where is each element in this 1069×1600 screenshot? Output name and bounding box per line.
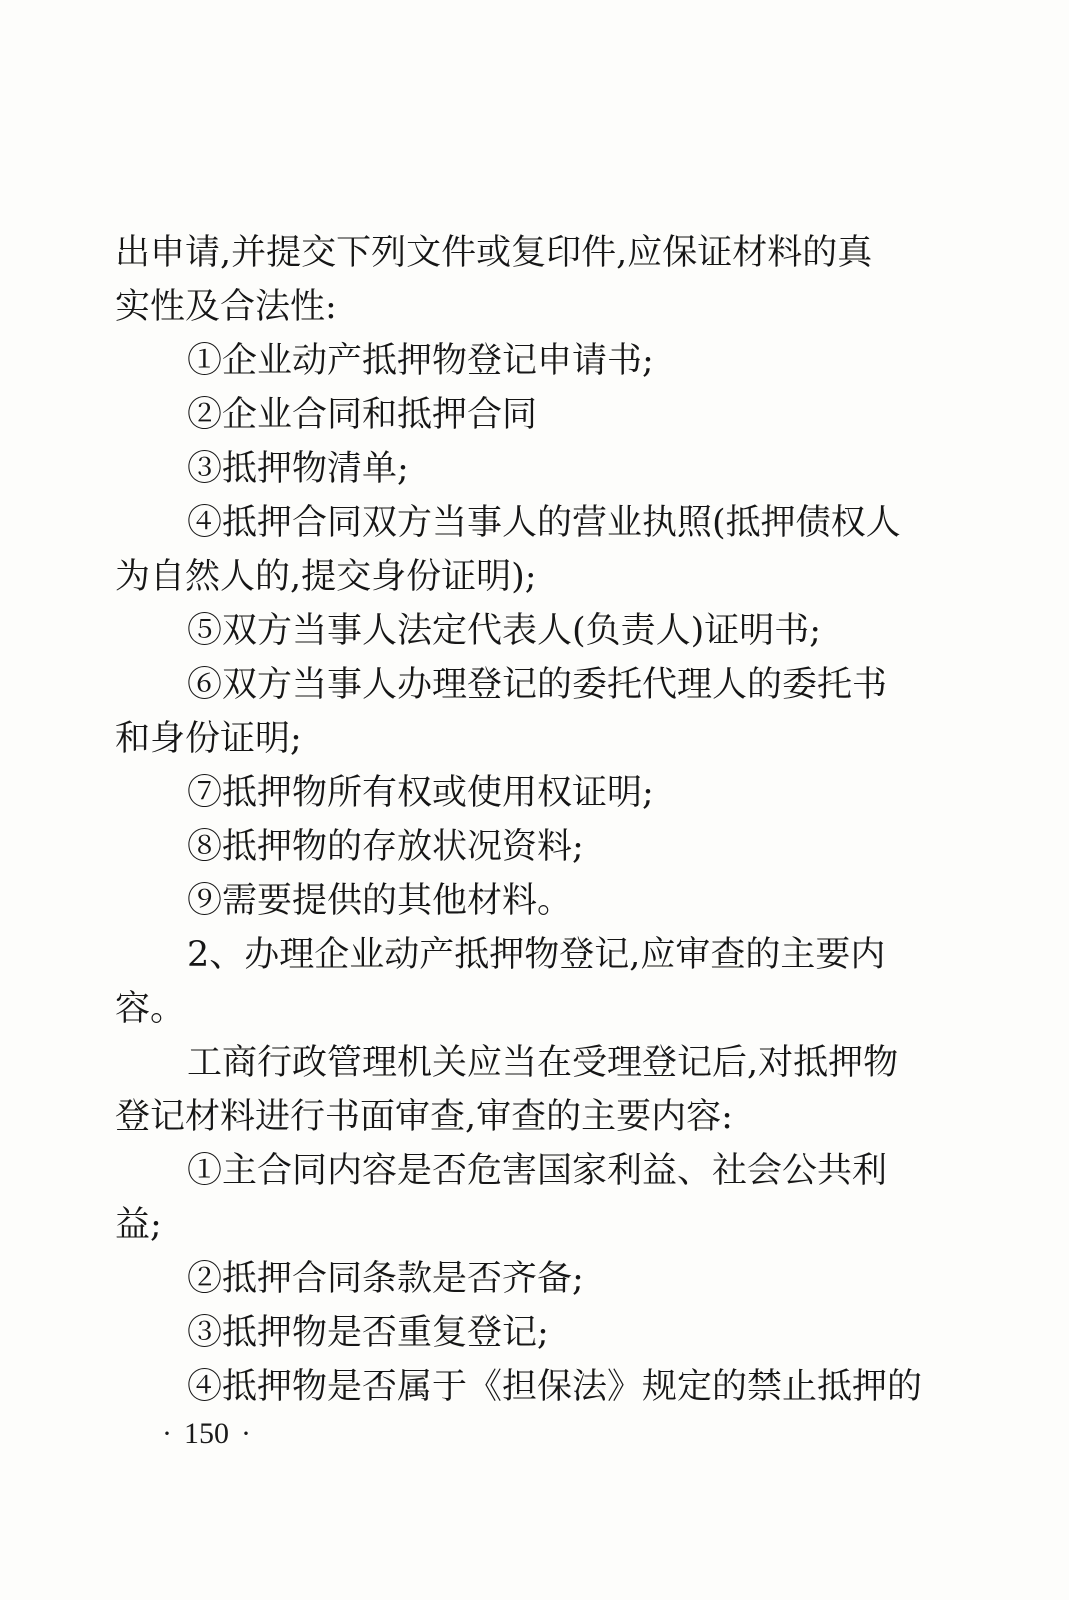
- folio-dot-left: ·: [162, 1417, 172, 1450]
- list-item: ①主合同内容是否危害国家利益、社会公共利: [187, 1151, 888, 1191]
- text-line: 登记材料进行书面审查,审查的主要内容:: [115, 1097, 733, 1137]
- section-heading: 2、办理企业动产抵押物登记,应审查的主要内: [187, 935, 886, 975]
- list-item: ②企业合同和抵押合同: [187, 395, 538, 435]
- text-line: 实性及合法性:: [115, 287, 337, 327]
- list-item: ①企业动产抵押物登记申请书;: [187, 341, 654, 381]
- list-item: ⑦抵押物所有权或使用权证明;: [187, 773, 654, 813]
- text-line: 和身份证明;: [115, 719, 302, 759]
- list-item: ④抵押合同双方当事人的营业执照(抵押债权人: [187, 503, 901, 543]
- text-line: 容。: [115, 989, 186, 1029]
- list-item: ⑨需要提供的其他材料。: [187, 881, 573, 921]
- list-item: ②抵押合同条款是否齐备;: [187, 1259, 584, 1299]
- list-item: ③抵押物清单;: [187, 449, 409, 489]
- text-line: 为自然人的,提交身份证明);: [115, 557, 537, 597]
- list-item: ⑤双方当事人法定代表人(负责人)证明书;: [187, 611, 822, 651]
- list-item: ④抵押物是否属于《担保法》规定的禁止抵押的: [187, 1367, 923, 1407]
- text-line: 出申请,并提交下列文件或复印件,应保证材料的真: [115, 233, 873, 273]
- folio-dot-right: ·: [241, 1417, 251, 1450]
- body-text: [115, 226, 935, 1414]
- paragraph-line: 工商行政管理机关应当在受理登记后,对抵押物: [187, 1043, 899, 1083]
- page-number-value: 150: [184, 1417, 229, 1450]
- text-line: 益;: [115, 1205, 162, 1245]
- page-number: [150, 1414, 263, 1454]
- list-item: ⑥双方当事人办理登记的委托代理人的委托书: [187, 665, 888, 705]
- list-item: ③抵押物是否重复登记;: [187, 1313, 549, 1353]
- list-item: ⑧抵押物的存放状况资料;: [187, 827, 584, 867]
